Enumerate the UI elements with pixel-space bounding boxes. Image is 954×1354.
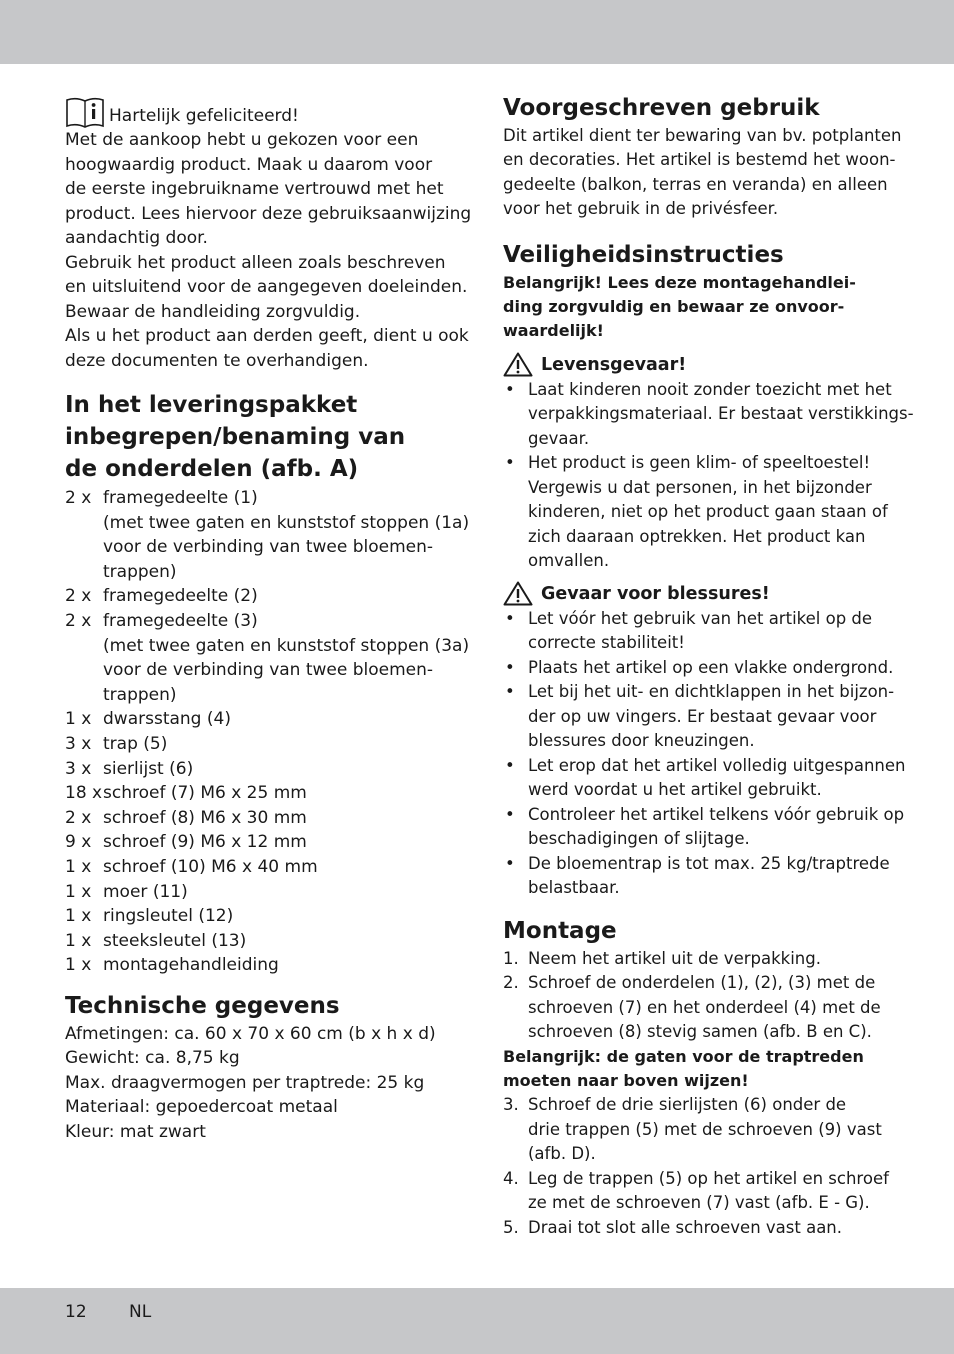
step-item: 4. Leg de trappen (5) op het artikel en schroef ze met de schroeven (7) vast (afb. E - G). — [503, 1168, 889, 1213]
technical-line: Materiaal: gepoedercoat metaal — [65, 1097, 338, 1118]
danger-life-list — [503, 378, 914, 574]
technical-line: Kleur: mat zwart — [65, 1121, 206, 1142]
step-item: 1. Neem het artikel uit de verpakking. — [503, 948, 821, 968]
intro-line: Met de aankoop hebt u gekozen voor een — [65, 130, 419, 150]
warning-triangle-icon — [503, 352, 533, 377]
technical-line: Gewicht: ca. 8,75 kg — [65, 1048, 240, 1069]
parts-item: 2 x framegedeelte (1) — [65, 488, 258, 508]
parts-item: 2 x schroef (8) M6 x 30 mm — [65, 807, 307, 828]
parts-item: 1 x montagehandleiding — [65, 955, 279, 976]
page-number: 12 — [65, 1302, 87, 1322]
warning-triangle-icon — [503, 581, 533, 606]
danger-life-block — [503, 352, 914, 574]
step-item: 3. Schroef de drie sierlijsten (6) onder de drie trappen (5) met de schroeven (9) vast (afb. D). — [503, 1095, 882, 1164]
parts-item: 18 x schroef (7) M6 x 25 mm — [65, 783, 307, 804]
assembly-important-line: moeten naar boven wijzen! — [503, 1071, 749, 1090]
parts-item: 2 x framegedeelte (2) — [65, 586, 258, 607]
delivery-section — [65, 389, 470, 978]
intro-line: de eerste ingebruikname vertrouwd met het — [65, 179, 444, 199]
assembly-steps-b — [503, 1093, 898, 1241]
danger-injury-list — [503, 607, 906, 901]
bullet-item: • Let erop dat het artikel volledig uitgespannen werd voordat u het artikel gebruikt. — [505, 755, 906, 800]
delivery-heading: In het leveringspakket inbegrepen/benaming van de onderdelen (afb. A) — [65, 392, 406, 482]
parts-item: 3 x trap (5) — [65, 733, 168, 754]
step-item: 5. Draai tot slot alle schroeven vast aan. — [503, 1217, 843, 1237]
safety-section — [503, 239, 914, 901]
intended-use-section — [503, 92, 902, 222]
bullet-item: • Let bij het uit- en dichtklappen in het bijzon- der op uw vingers. Er bestaat gevaar voor blessures door kneuzingen. — [505, 682, 895, 751]
intro-line: Bewaar de handleiding zorgvuldig. — [65, 301, 361, 322]
intro-line: product. Lees hiervoor deze gebruiksaanwijzing — [65, 203, 472, 224]
intro-line: Als u het product aan derden geeft, dient u ook — [65, 326, 469, 346]
intro-line: Hartelijk gefeliciteerd! — [109, 105, 299, 126]
step-item: 2. Schroef de onderdelen (1), (2), (3) met de schroeven (7) en het onderdeel (4) met de schroeven (8) stevig samen (afb. B en C). — [503, 973, 881, 1042]
assembly-section — [503, 915, 898, 1241]
parts-item: 3 x sierlijst (6) — [65, 758, 194, 779]
safety-heading: Veiligheidsinstructies — [503, 241, 784, 268]
technical-line: Max. draagvermogen per traptrede: 25 kg — [65, 1072, 425, 1093]
intended-use-line: en decoraties. Het artikel is bestemd het woon- — [503, 150, 896, 170]
parts-item: 1 x ringsleutel (12) — [65, 906, 234, 927]
parts-item: 1 x schroef (10) M6 x 40 mm — [65, 856, 318, 877]
intro-section — [65, 96, 472, 373]
assembly-important-line: Belangrijk: de gaten voor de traptreden — [503, 1047, 864, 1066]
assembly-heading: Montage — [503, 917, 617, 944]
bullet-item: • Het product is geen klim- of speeltoestel! Vergewis u dat personen, in het bijzonder kinderen, niet op het product gaan staan of zich daaraan optrekken. Het product kan omvallen. — [505, 453, 888, 571]
intended-use-line: Dit artikel dient ter bewaring van bv. potplanten — [503, 126, 902, 145]
parts-item: (met twee gaten en kunststof stoppen (3a) voor de verbinding van twee bloemen- trappen) — [103, 635, 470, 705]
bullet-item: • Laat kinderen nooit zonder toezicht met het verpakkingsmateriaal. Er bestaat verstikkings- gevaar. — [505, 379, 914, 448]
intro-line: deze documenten te overhandigen. — [65, 350, 369, 371]
technical-line: Afmetingen: ca. 60 x 70 x 60 cm (b x h x d) — [65, 1023, 436, 1044]
top-color-band — [0, 0, 954, 64]
parts-item: (met twee gaten en kunststof stoppen (1a) voor de verbinding van twee bloemen- trappen) — [103, 512, 470, 582]
safety-important-line: Belangrijk! Lees deze montagehandlei- — [503, 272, 856, 292]
danger-injury-block — [503, 581, 906, 901]
parts-item: 2 x framegedeelte (3) — [65, 610, 258, 631]
intended-use-heading: Voorgeschreven gebruik — [503, 95, 820, 121]
left-column — [65, 96, 472, 1144]
bullet-item: • Plaats het artikel op een vlakke ondergrond. — [505, 657, 894, 677]
intro-first-line — [65, 96, 450, 128]
intro-line: aandachtig door. — [65, 228, 208, 248]
technical-heading: Technische gegevens — [65, 992, 340, 1019]
bullet-item: • Controleer het artikel telkens vóór gebruik op beschadigingen of slijtage. — [505, 804, 905, 849]
intro-line: hoogwaardig product. Maak u daarom voor — [65, 154, 433, 175]
assembly-steps-a — [503, 947, 898, 1045]
intro-line: Gebruik het product alleen zoals beschreven — [65, 252, 446, 273]
parts-item: 1 x steeksleutel (13) — [65, 930, 247, 951]
intro-line: en uitsluitend voor de aangegeven doeleinden. — [65, 277, 468, 297]
bullet-item: • Let vóór het gebruik van het artikel op de correcte stabiliteit! — [505, 608, 873, 653]
danger-life-title: Levensgevaar! — [503, 352, 898, 378]
bullet-item: • De bloementrap is tot max. 25 kg/traptrede belastbaar. — [505, 853, 890, 898]
language-code: NL — [129, 1302, 152, 1322]
parts-item: 9 x schroef (9) M6 x 12 mm — [65, 832, 307, 853]
technical-section — [65, 990, 450, 1145]
safety-important-line: ding zorgvuldig en bewaar ze onvoor- — [503, 296, 845, 316]
intended-use-line: voor het gebruik in de privésfeer. — [503, 199, 779, 219]
right-column — [503, 92, 914, 1241]
info-book-icon — [65, 96, 105, 128]
parts-item: 1 x dwarsstang (4) — [65, 709, 231, 730]
safety-important-line: waardelijk! — [503, 320, 604, 340]
parts-item: 1 x moer (11) — [65, 881, 188, 902]
parts-list — [65, 486, 470, 978]
intended-use-line: gedeelte (balkon, terras en veranda) en alleen — [503, 174, 888, 194]
danger-injury-title: Gevaar voor blessures! — [503, 581, 898, 607]
